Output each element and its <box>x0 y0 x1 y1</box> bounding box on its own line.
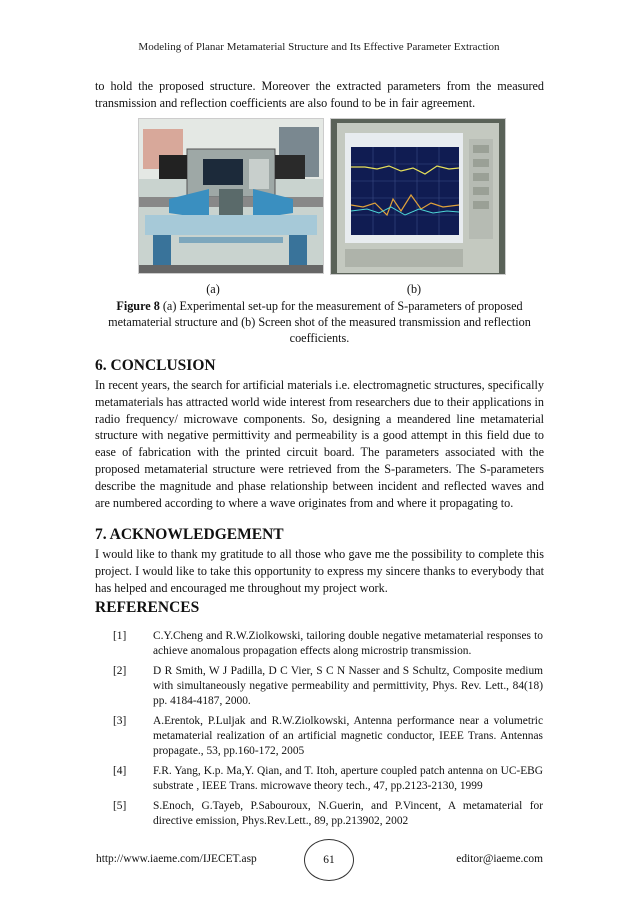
figure-photo-setup <box>138 118 324 274</box>
reference-number: [3] <box>113 715 127 727</box>
setup-photo-illustration <box>139 119 323 273</box>
reference-number: [5] <box>113 800 127 812</box>
footer-url-link[interactable]: http://www.iaeme.com/IJECET.asp <box>96 853 257 865</box>
conclusion-heading: 6. CONCLUSION <box>95 357 216 374</box>
page-number: 61 <box>304 839 354 881</box>
figure-label-a: (a) <box>206 282 220 296</box>
figure-caption-text: (a) Experimental set-up for the measurement of S-parameters of proposed metamaterial structure and (b) Screen shot of the measured transmission and reflection coefficients. <box>108 299 531 345</box>
figure-photo-screen <box>330 118 506 275</box>
figure-caption <box>95 299 544 346</box>
acknowledgement-heading: 7. ACKNOWLEDGEMENT <box>95 526 284 543</box>
figure-label-b: (b) <box>406 282 422 296</box>
reference-item <box>113 664 543 709</box>
figure-caption-prefix: Figure 8 <box>116 299 160 313</box>
reference-item <box>113 799 543 829</box>
reference-text: A.Erentok, P.Luljak and R.W.Ziolkowski, Antenna performance near a volumetric metamaterial realization of an artificial magnetic conductor, IEEE Trans. Antennas propagate., 53, pp.160-172, 2005 <box>153 715 543 757</box>
conclusion-paragraph: In recent years, the search for artificial materials i.e. electromagnetic structures, specifically metamaterials has attracted world wide interest from researchers due to their applications in radio frequency/ microwave components. So, designing a meandered line metamaterial structure with negative permittivity and permeability is a good attempt in this field due to ease of fabrication with the printed circuit board. The parameters associated with the proposed metamaterial structure were retrieved from the S-parameters. The S-parameters describe the magnitude and phase relationship between incident and reflected waves and are numbered according to where a wave originates from and where it propagating to. <box>95 378 544 510</box>
reference-text: S.Enoch, G.Tayeb, P.Sabouroux, N.Guerin, and P.Vincent, A metamaterial for directive emission, Phys.Rev.Lett., 89, pp.213902, 2002 <box>153 800 543 827</box>
page-footer <box>0 849 638 889</box>
reference-item <box>113 629 543 659</box>
reference-item <box>113 764 543 794</box>
reference-text: F.R. Yang, K.p. Ma,Y. Qian, and T. Itoh, aperture coupled patch antenna on UC-EBG substrate , IEEE Trans. microwave theory tech., 47, pp.2123-2130, 1999 <box>153 765 543 792</box>
references-list <box>113 629 543 834</box>
intro-paragraph: to hold the proposed structure. Moreover the extracted parameters from the measured transmission and reflection coefficients are also found to be in fair agreement. <box>95 79 544 110</box>
reference-text: D R Smith, W J Padilla, D C Vier, S C N Nasser and S Schultz, Composite medium with simultaneously negative permeability and permittivity, Phys. Rev. Lett., 84(18) pp. 4184-4187, 2000. <box>153 665 543 707</box>
acknowledgement-paragraph: I would like to thank my gratitude to all those who gave me the possibility to complete this project. I would like to take this opportunity to express my sincere thanks to everybody that has helped and encouraged me throughout my project work. <box>95 547 544 595</box>
footer-email-link[interactable]: editor@iaeme.com <box>456 853 543 865</box>
reference-number: [4] <box>113 765 127 777</box>
reference-text: C.Y.Cheng and R.W.Ziolkowski, tailoring double negative metamaterial responses to achieve anomalous propagation effects along microstrip transmission. <box>153 630 543 657</box>
reference-item <box>113 714 543 759</box>
reference-number: [2] <box>113 665 127 677</box>
reference-number: [1] <box>113 630 127 642</box>
running-title: Modeling of Planar Metamaterial Structure and Its Effective Parameter Extraction <box>138 41 500 53</box>
references-heading: REFERENCES <box>95 599 200 616</box>
screen-photo-illustration <box>331 119 505 274</box>
